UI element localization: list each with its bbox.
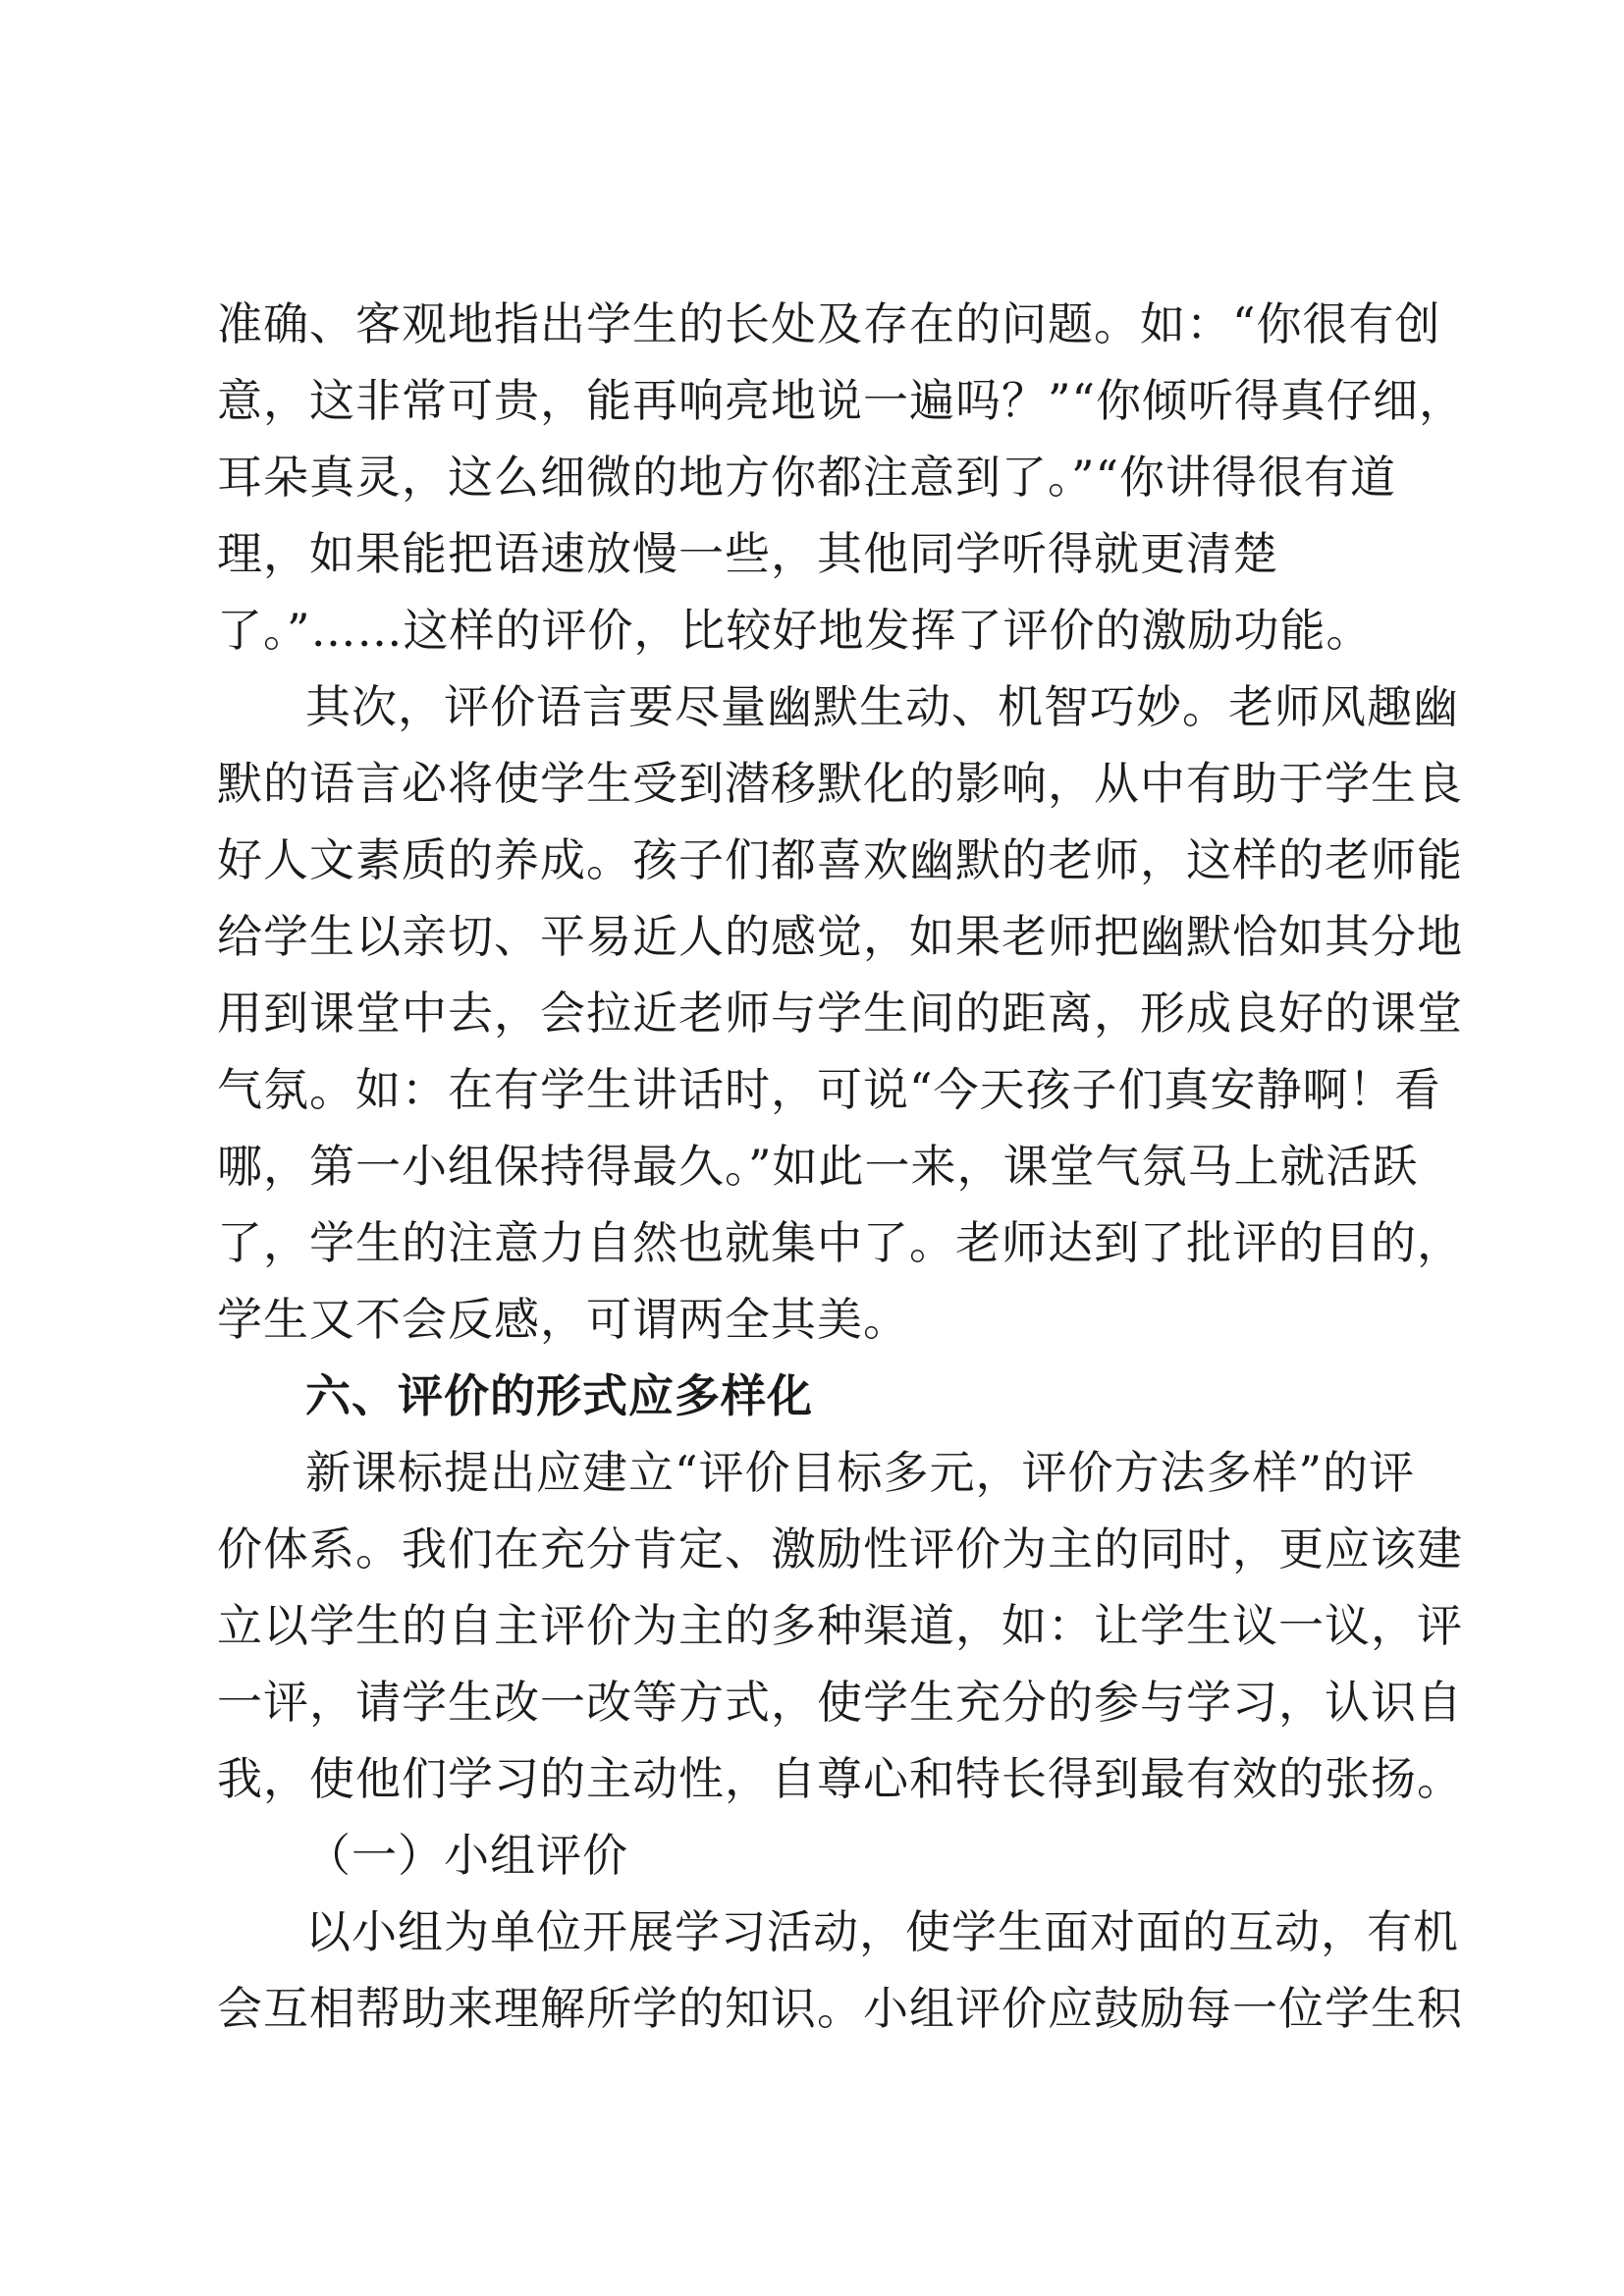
paragraph-line: 立以学生的自主评价为主的多种渠道，如：让学生议一议，评 — [217, 1599, 1463, 1652]
paragraph-line: 好人文素质的养成。孩子们都喜欢幽默的老师，这样的老师能 — [217, 833, 1463, 886]
paragraph-line: 一评，请学生改一改等方式，使学生充分的参与学习，认识自 — [217, 1676, 1463, 1729]
paragraph-line: 了，学生的注意力自然也就集中了。老师达到了批评的目的， — [217, 1216, 1463, 1269]
paragraph-line: 会互相帮助来理解所学的知识。小组评价应鼓励每一位学生积 — [217, 1982, 1463, 2035]
paragraph-line: 其次，评价语言要尽量幽默生动、机智巧妙。老师风趣幽 — [305, 680, 1459, 733]
paragraph-line: 哪，第一小组保持得最久。”如此一来，课堂气氛马上就活跃 — [217, 1140, 1419, 1193]
paragraph-line: 耳朵真灵，这么细微的地方你都注意到了。”“你讲得很有道 — [217, 451, 1397, 504]
paragraph-line: 价体系。我们在充分肯定、激励性评价为主的同时，更应该建 — [217, 1522, 1463, 1575]
paragraph-line: 我，使他们学习的主动性，自尊心和特长得到最有效的张扬。 — [217, 1752, 1463, 1805]
paragraph-line: 给学生以亲切、平易近人的感觉，如果老师把幽默恰如其分地 — [217, 910, 1463, 963]
section-heading: 六、评价的形式应多样化 — [305, 1369, 813, 1422]
paragraph-line: 新课标提出应建立“评价目标多元，评价方法多样”的评 — [305, 1446, 1416, 1499]
paragraph-line: 了。”……这样的评价，比较好地发挥了评价的激励功能。 — [217, 604, 1373, 657]
section-heading: （一）小组评价 — [305, 1829, 628, 1882]
paragraph-line: 准确、客观地指出学生的长处及存在的问题。如：“你很有创 — [217, 297, 1441, 350]
paragraph-line: 学生又不会反感，可谓两全其美。 — [217, 1293, 909, 1346]
paragraph-line: 默的语言必将使学生受到潜移默化的影响，从中有助于学生良 — [217, 757, 1463, 810]
paragraph-line: 用到课堂中去，会拉近老师与学生间的距离，形成良好的课堂 — [217, 987, 1463, 1040]
paragraph-line: 气氛。如：在有学生讲话时，可说“今天孩子们真安静啊！看 — [217, 1063, 1441, 1116]
paragraph-line: 以小组为单位开展学习活动，使学生面对面的互动，有机 — [305, 1905, 1459, 1958]
paragraph-line: 理，如果能把语速放慢一些，其他同学听得就更清楚 — [217, 527, 1278, 580]
paragraph-line: 意，这非常可贵，能再响亮地说一遍吗？”“你倾听得真仔细， — [217, 374, 1466, 427]
